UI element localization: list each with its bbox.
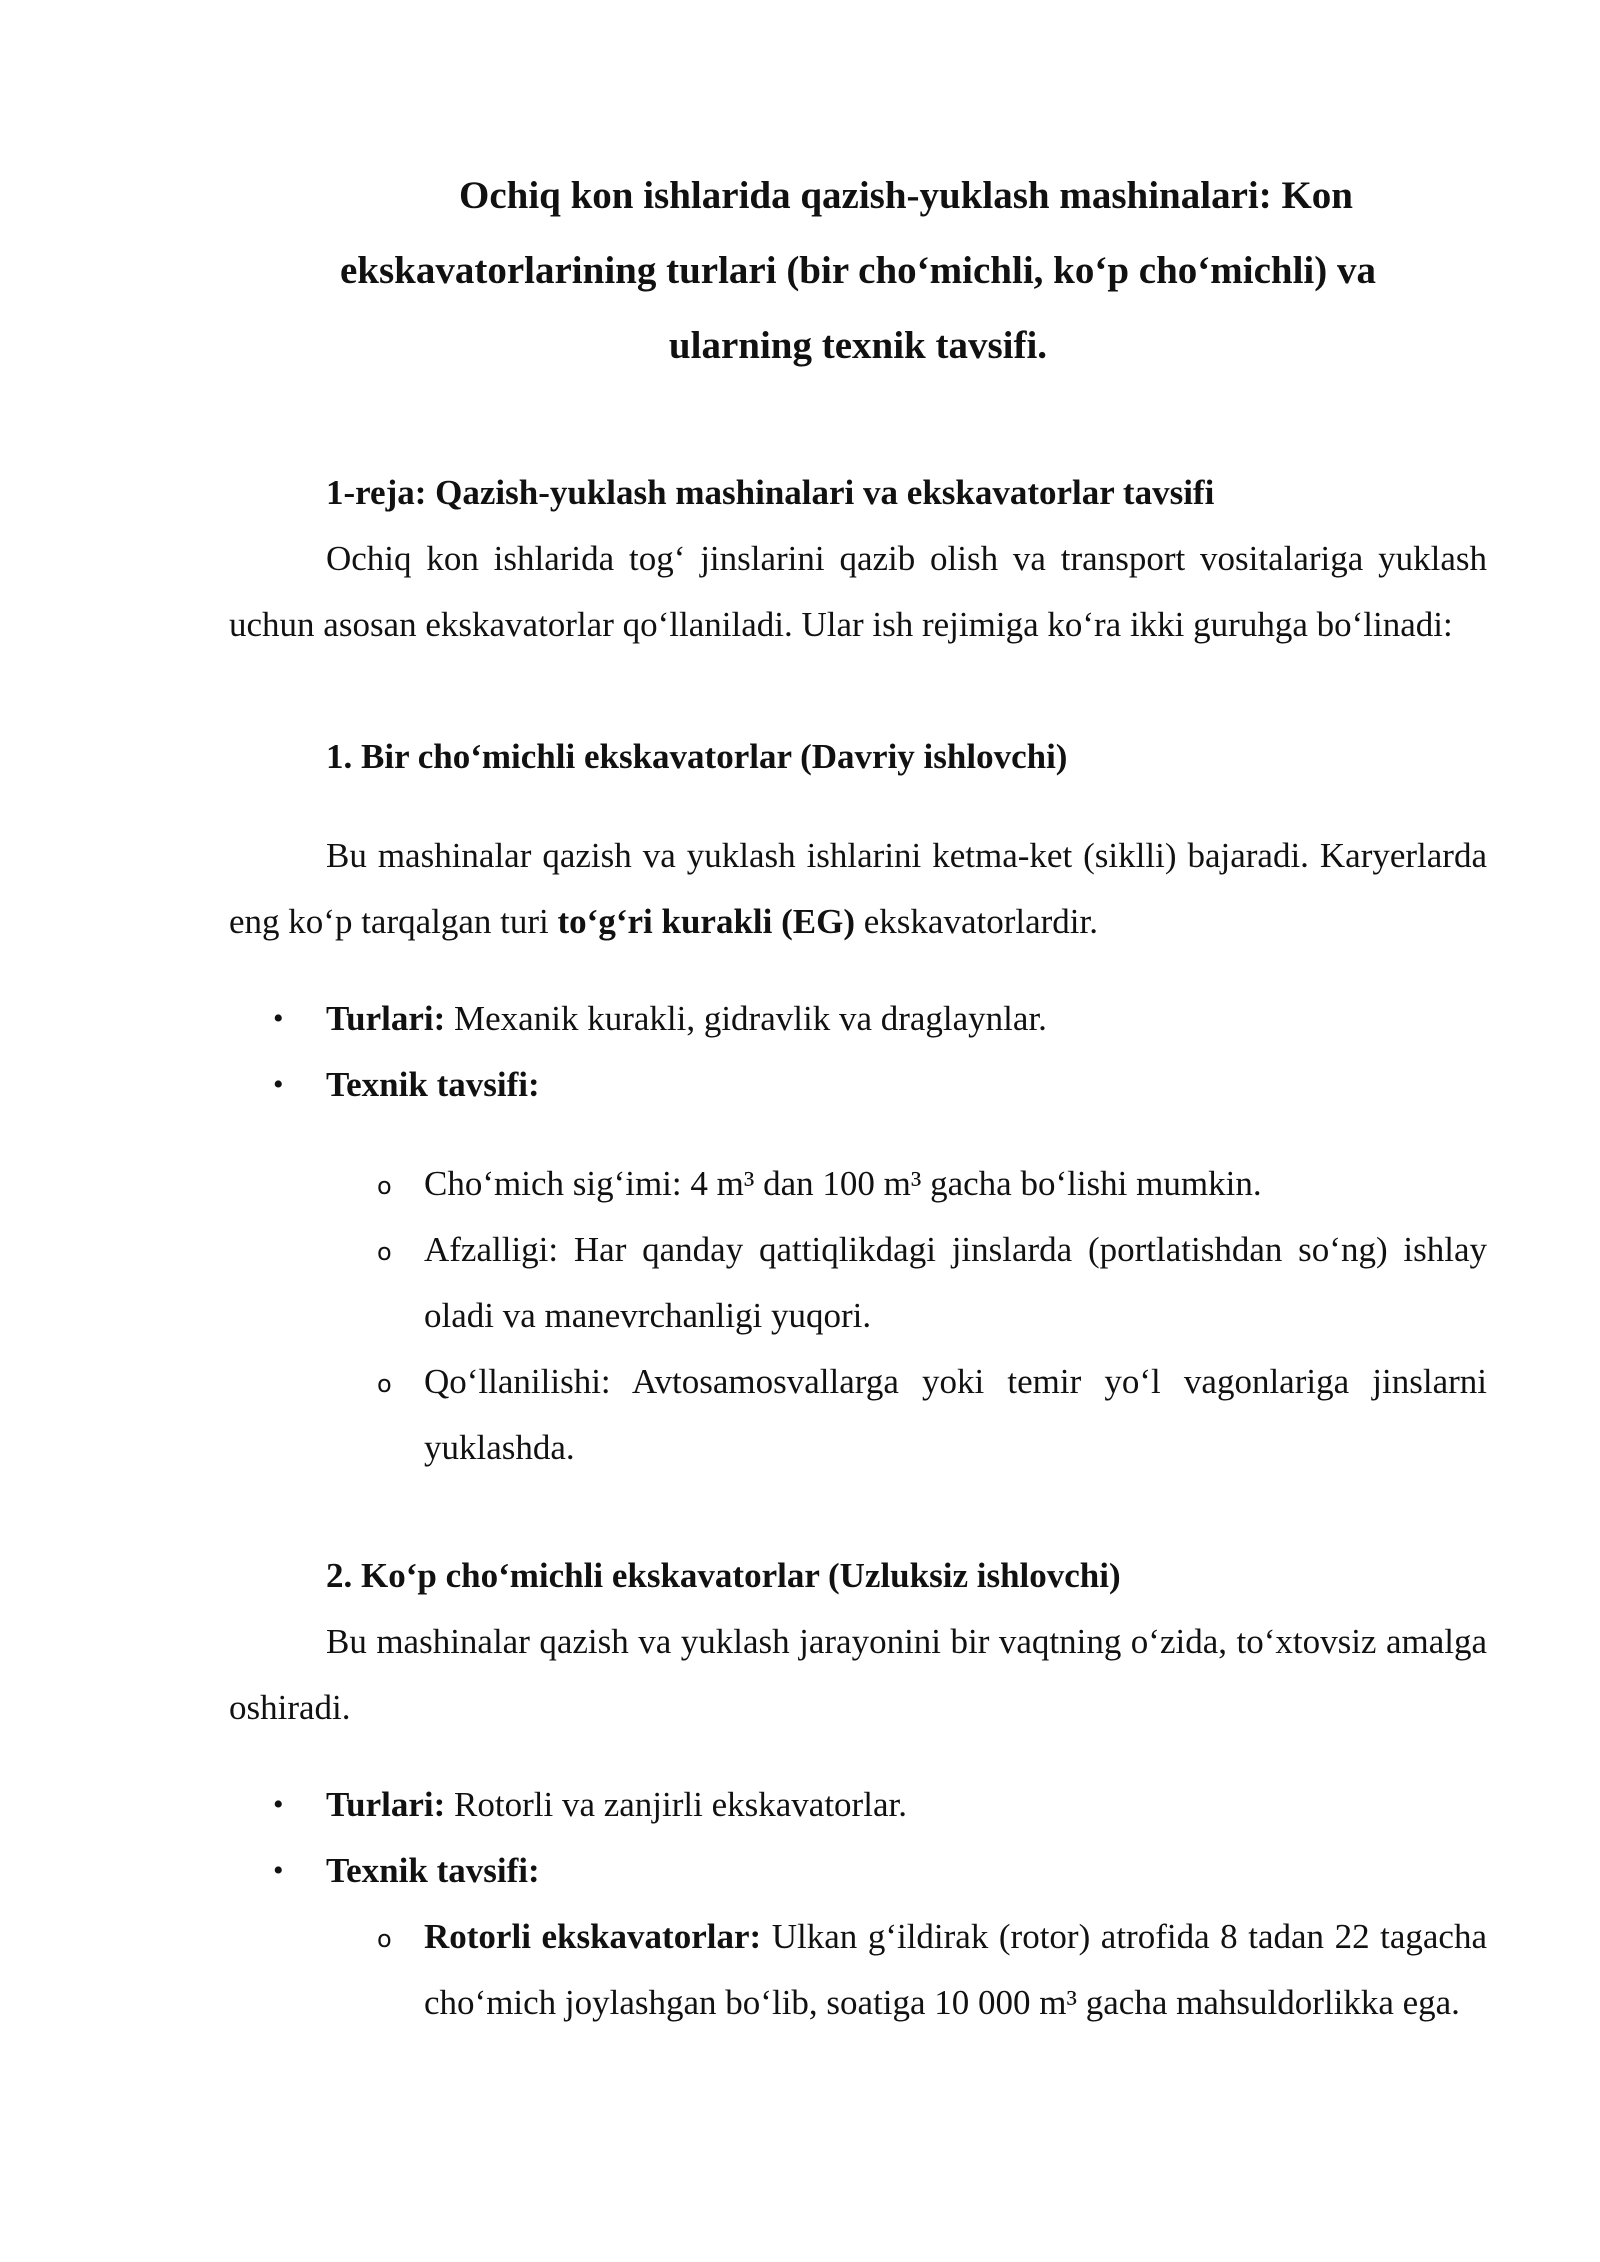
group2-heading: 2. Ko‘p cho‘michli ekskavatorlar (Uzluksiz ishlovchi): [326, 1556, 1121, 1595]
circle-bullet-icon: o: [377, 1370, 392, 1398]
bullet-icon: •: [273, 1002, 284, 1035]
list-item: o Rotorli ekskavatorlar: Ulkan g‘ildirak (rotor) atrofida 8 tadan 22 tagacha cho‘mich joylashgan bo‘lib, soatiga 10 000 m³ gacha mahsuldorlikka ega.: [229, 1904, 1487, 2036]
title-line-3: ularning texnik tavsifi.: [668, 324, 1048, 367]
list-item: o Afzalligi: Har qanday qattiqlikdagi jinslarda (portlatishdan so‘ng) ishlay oladi va manevrchanligi yuqori.: [229, 1217, 1487, 1349]
list-item: o Qo‘llanilishi: Avtosamosvallarga yoki temir yo‘l vagonlariga jinslarni yuklashda.: [229, 1349, 1487, 1481]
group1-heading: 1. Bir cho‘michli ekskavatorlar (Davriy ishlovchi): [326, 737, 1068, 776]
list-item: • Turlari: Rotorli va zanjirli ekskavatorlar.: [229, 1772, 1487, 1838]
group1-bullet-list: [229, 986, 1487, 1118]
spacer: [229, 1741, 1487, 1772]
document-page: [229, 120, 1487, 2036]
group1-paragraph: Bu mashinalar qazish va yuklash ishlarini ketma-ket (siklli) bajaradi. Karyerlarda eng ko‘p tarqalgan turi to‘g‘ri kurakli (EG) ekskavatorlardir.: [229, 836, 1487, 941]
circle-bullet-icon: o: [377, 1925, 392, 1953]
group1-spec-list: [229, 1151, 1487, 1481]
spacer: [229, 383, 1487, 460]
spacer: [229, 658, 1487, 724]
circle-bullet-icon: o: [377, 1238, 392, 1266]
section1-heading: 1-reja: Qazish-yuklash mashinalari va ekskavatorlar tavsifi: [326, 473, 1215, 512]
group2-paragraph: Bu mashinalar qazish va yuklash jarayonini bir vaqtning o‘zida, to‘xtovsiz amalga oshiradi.: [229, 1622, 1487, 1727]
list-item: o Cho‘mich sig‘imi: 4 m³ dan 100 m³ gacha bo‘lishi mumkin.: [229, 1151, 1487, 1217]
eg-term: to‘g‘ri kurakli (EG): [557, 902, 855, 941]
document-title: [229, 158, 1487, 383]
title-line-2: ekskavatorlarining turlari (bir cho‘michli, ko‘p cho‘michli) va: [339, 249, 1376, 292]
circle-bullet-icon: o: [377, 1172, 392, 1200]
bullet-icon: •: [273, 1854, 284, 1887]
bullet-icon: •: [273, 1068, 284, 1101]
section1-intro: Ochiq kon ishlarida tog‘ jinslarini qazib olish va transport vositalariga yuklash uchun asosan ekskavatorlar qo‘llaniladi. Ular ish rejimiga ko‘ra ikki guruhga bo‘linadi:: [229, 539, 1487, 644]
spacer: [229, 790, 1487, 823]
group2-bullet-list: [229, 1772, 1487, 1904]
spacer: [229, 1481, 1487, 1543]
list-item: • Texnik tavsifi:: [229, 1838, 1487, 1904]
title-line-1: Ochiq kon ishlarida qazish-yuklash mashinalari: Kon: [458, 174, 1353, 217]
spacer: [229, 955, 1487, 986]
group2-spec-list: [229, 1904, 1487, 2036]
list-item: • Texnik tavsifi:: [229, 1052, 1487, 1118]
bullet-icon: •: [273, 1788, 284, 1821]
spacer: [229, 1118, 1487, 1151]
list-item: • Turlari: Mexanik kurakli, gidravlik va draglaynlar.: [229, 986, 1487, 1052]
